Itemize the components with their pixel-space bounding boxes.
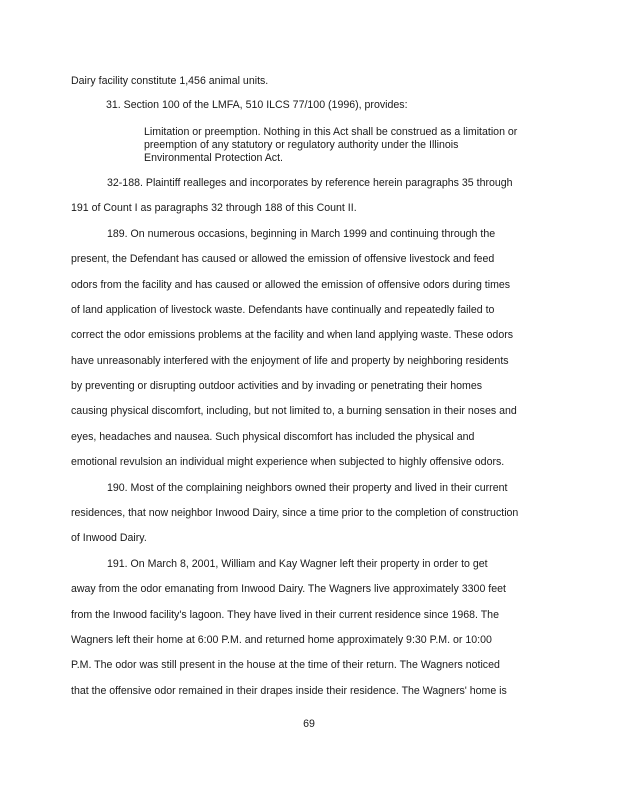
text-line: correct the odor emissions problems at the facility and when land applying waste. These odors bbox=[71, 329, 514, 341]
text-line: Wagners left their home at 6:00 P.M. and returned home approximately 9:30 P.M. or 10:00 bbox=[71, 634, 492, 646]
text-line: emotional revulsion an individual might experience when subjected to highly offensive odors. bbox=[71, 456, 505, 468]
text-line: have unreasonably interfered with the enjoyment of life and property by neighboring residents bbox=[71, 355, 509, 367]
paragraph-191-start: 191. On March 8, 2001, William and Kay Wagner left their property in order to get bbox=[107, 558, 488, 570]
text-line: from the Inwood facility's lagoon. They have lived in their current residence since 1968. The bbox=[71, 609, 499, 621]
paragraph-31-heading: 31. Section 100 of the LMFA, 510 ILCS 77/100 (1996), provides: bbox=[106, 99, 408, 111]
text-line: 191 of Count I as paragraphs 32 through 188 of this Count II. bbox=[71, 202, 357, 214]
paragraph-190-start: 190. Most of the complaining neighbors owned their property and lived in their current bbox=[107, 482, 508, 494]
quoted-text-line: preemption of any statutory or regulatory authority under the Illinois bbox=[144, 139, 459, 151]
text-line: by preventing or disrupting outdoor activities and by invading or penetrating their homes bbox=[71, 380, 483, 392]
quoted-text-line: Limitation or preemption. Nothing in this Act shall be construed as a limitation or bbox=[144, 126, 518, 138]
text-line: causing physical discomfort, including, but not limited to, a burning sensation in their noses and bbox=[71, 405, 517, 417]
text-line: residences, that now neighbor Inwood Dairy, since a time prior to the completion of construction bbox=[71, 507, 519, 519]
paragraph-189-start: 189. On numerous occasions, beginning in March 1999 and continuing through the bbox=[107, 228, 496, 240]
text-line: away from the odor emanating from Inwood Dairy. The Wagners live approximately 3300 feet bbox=[71, 583, 506, 595]
text-line: Dairy facility constitute 1,456 animal units. bbox=[71, 75, 269, 87]
paragraph-32-188-start: 32-188. Plaintiff realleges and incorporates by reference herein paragraphs 35 through bbox=[107, 177, 513, 189]
page-number: 69 bbox=[303, 718, 315, 730]
text-line: of Inwood Dairy. bbox=[71, 532, 147, 544]
text-line: of land application of livestock waste. Defendants have continually and repeatedly failed to bbox=[71, 304, 495, 316]
text-line: P.M. The odor was still present in the house at the time of their return. The Wagners noticed bbox=[71, 659, 500, 671]
text-line: present, the Defendant has caused or allowed the emission of offensive livestock and feed bbox=[71, 253, 495, 265]
text-line: that the offensive odor remained in their drapes inside their residence. The Wagners' home is bbox=[71, 685, 507, 697]
text-line: odors from the facility and has caused or allowed the emission of offensive odors during times bbox=[71, 279, 511, 291]
quoted-text-line: Environmental Protection Act. bbox=[144, 152, 283, 164]
text-line: eyes, headaches and nausea. Such physical discomfort has included the physical and bbox=[71, 431, 475, 443]
